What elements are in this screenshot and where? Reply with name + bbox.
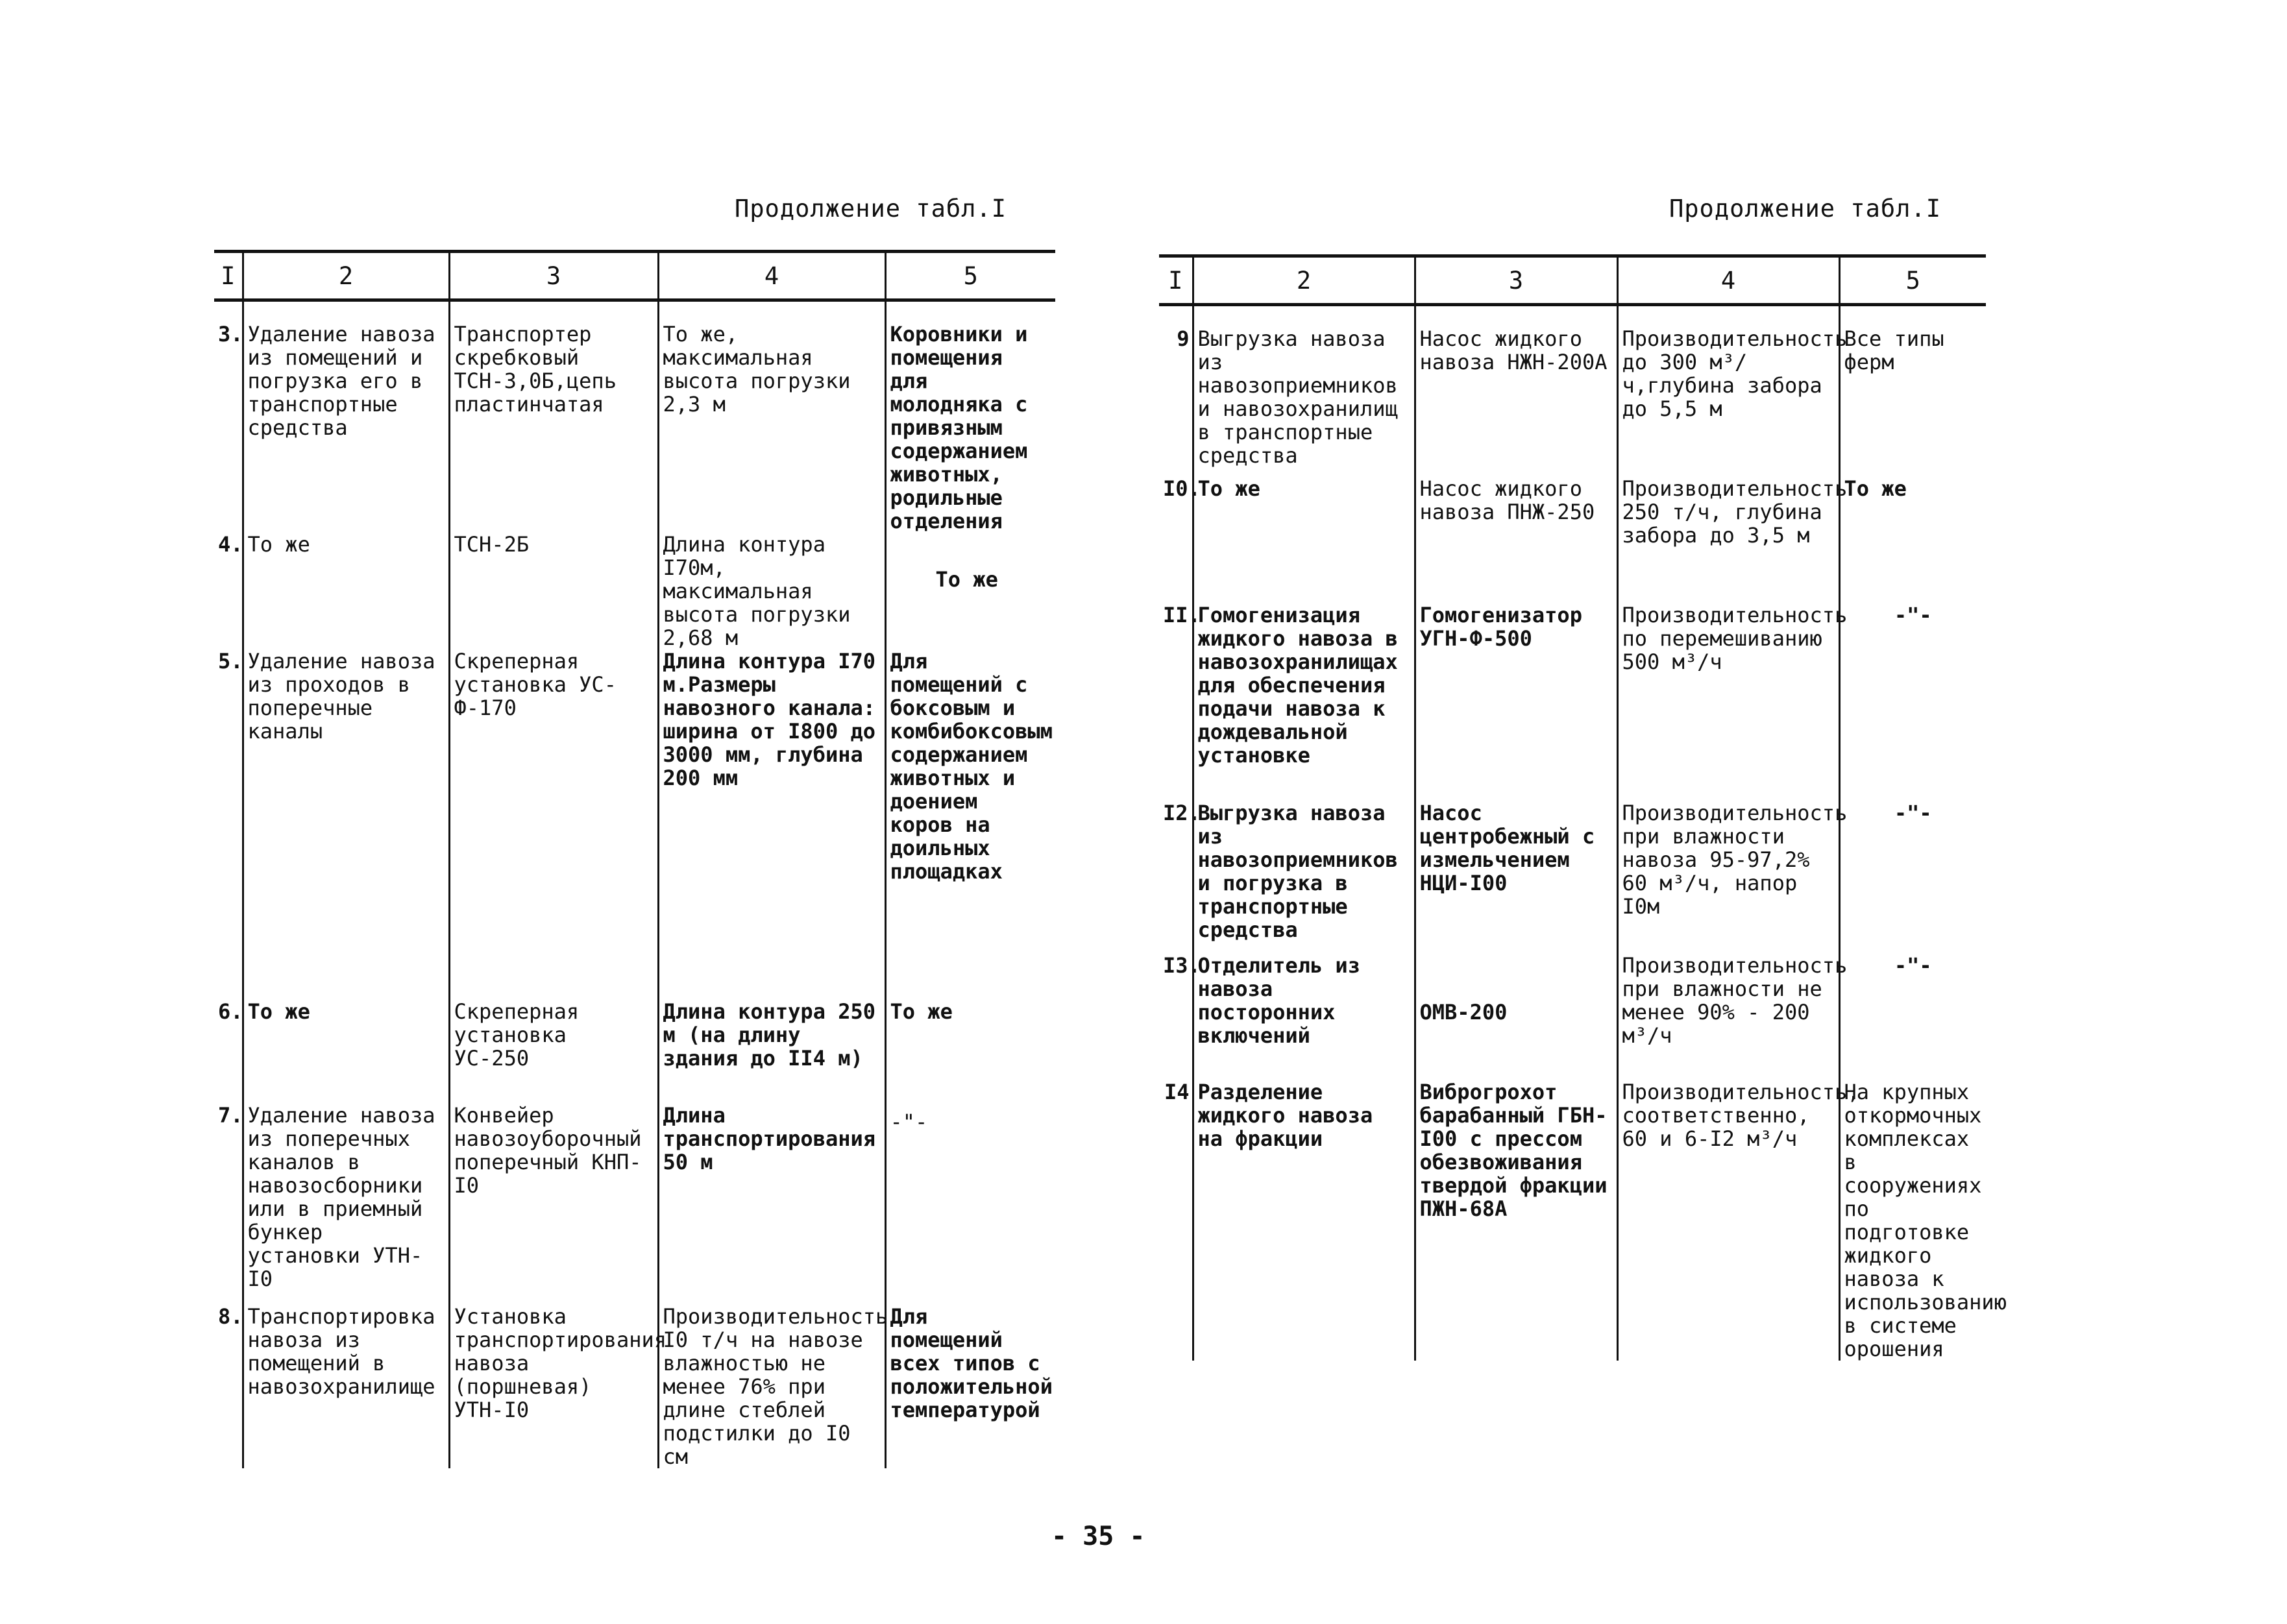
header-cell: I bbox=[1159, 256, 1193, 305]
equipment-cell: Установка транспортирования навоза (поршневая) УТН-I0 bbox=[449, 1305, 658, 1468]
operation-cell: То же bbox=[243, 1000, 449, 1104]
row-number: 3. bbox=[218, 322, 243, 346]
characteristics-cell: Длина контура 250 м (на длину здания до II4 м) bbox=[658, 1000, 885, 1104]
application-cell: Для помещений с боксовым и комбибоксовым содержанием животных и доением коров на доильных площадках bbox=[885, 649, 1055, 1000]
header-cell: 4 bbox=[1617, 256, 1839, 305]
row-number: I3. bbox=[1163, 952, 1201, 978]
table-right bbox=[1159, 254, 2007, 1361]
row-number: 9 bbox=[1177, 326, 1190, 351]
table-left-header-row bbox=[214, 252, 1055, 300]
caption-right: Продолжение табл.I bbox=[1669, 195, 1941, 223]
equipment-cell: Скреперная установка УС-Ф-170 bbox=[449, 649, 658, 1000]
application-cell: Коровники и помещения для молодняка с привязным содержанием животных, родильные отделения bbox=[885, 300, 1055, 533]
characteristics-cell: Производительность 250 т/ч, глубина забора до 3,5 м bbox=[1617, 477, 1839, 603]
characteristics-cell: Производительность I0 т/ч на навозе влажностью не менее 76% при длине стеблей подстилки до I0 см bbox=[658, 1305, 885, 1468]
table-row bbox=[214, 1104, 1055, 1305]
operation-cell: Гомогенизация жидкого навоза в навозохранилищах для обеспечения подачи навоза к дождевальной установке bbox=[1193, 603, 1415, 801]
characteristics-cell: Производительность до 300 м³/ч,глубина забора до 5,5 м bbox=[1617, 305, 1839, 477]
operation-cell: Удаление навоза из поперечных каналов в навозосборники или в приемный бункер установки УТН-I0 bbox=[243, 1104, 449, 1305]
characteristics-cell: Длина транспортирования 50 м bbox=[658, 1104, 885, 1305]
row-number: 5. bbox=[218, 649, 243, 673]
table-row bbox=[214, 300, 1055, 533]
operation-cell: То же bbox=[243, 533, 449, 649]
characteristics-cell: Длина контура I70м, максимальная высота погрузки 2,68 м bbox=[658, 533, 885, 649]
row-number: I4 bbox=[1164, 1079, 1190, 1104]
header-cell: 5 bbox=[1839, 256, 1986, 305]
application-cell: То же bbox=[1839, 477, 1986, 603]
equipment-cell: Скреперная установка УС-250 bbox=[449, 1000, 658, 1104]
table-row bbox=[1159, 954, 1986, 1080]
operation-cell: Транспортировка навоза из помещений в навозохранилище bbox=[243, 1305, 449, 1468]
operation-cell: Отделитель из навоза посторонних включений bbox=[1193, 954, 1415, 1080]
table-row bbox=[1159, 305, 1986, 477]
table-row bbox=[1159, 603, 1986, 801]
header-cell: 2 bbox=[243, 252, 449, 300]
application-cell: -"- bbox=[1839, 954, 1986, 1080]
operation-cell: Выгрузка навоза из навозоприемников и навозохранилищ в транспортные средства bbox=[1193, 305, 1415, 477]
table-right-header-row bbox=[1159, 256, 1986, 305]
page-number: - 35 - bbox=[1051, 1521, 1145, 1551]
characteristics-cell: Производительность при влажности не менее 90% - 200 м³/ч bbox=[1617, 954, 1839, 1080]
row-number: II. bbox=[1163, 602, 1201, 627]
application-cell: -"- bbox=[1839, 603, 1986, 801]
characteristics-cell: Производительность при влажности навоза 95-97,2% 60 м³/ч, напор I0м bbox=[1617, 801, 1839, 954]
header-cell: I bbox=[214, 252, 243, 300]
equipment-cell: Насос жидкого навоза НЖН-200А bbox=[1415, 305, 1617, 477]
application-cell: Все типы ферм bbox=[1839, 305, 1986, 477]
characteristics-cell: То же, максимальная высота погрузки 2,3 м bbox=[658, 300, 885, 533]
characteristics-cell: Производительность, соответственно, 60 и 6-I2 м³/ч bbox=[1617, 1080, 1839, 1361]
equipment-cell: Гомогенизатор УГН-Ф-500 bbox=[1415, 603, 1617, 801]
row-number: 6. bbox=[218, 999, 243, 1024]
equipment-cell: Конвейер навозоуборочный поперечный КНП-I0 bbox=[449, 1104, 658, 1305]
equipment-cell: Транспортер скребковый ТСН-3,0Б,цепь пластинчатая bbox=[449, 300, 658, 533]
characteristics-cell: Производительность по перемешиванию 500 м³/ч bbox=[1617, 603, 1839, 801]
table-row bbox=[1159, 801, 1986, 954]
row-number: I0. bbox=[1163, 476, 1201, 501]
application-cell: То же bbox=[885, 533, 1055, 649]
application-cell: -"- bbox=[1839, 801, 1986, 954]
equipment-cell: Насос центробежный с измельчением НЦИ-I00 bbox=[1415, 801, 1617, 954]
table-row bbox=[1159, 1080, 1986, 1361]
header-cell: 3 bbox=[449, 252, 658, 300]
operation-cell: Удаление навоза из помещений и погрузка его в транспортные средства bbox=[243, 300, 449, 533]
operation-cell: Разделение жидкого навоза на фракции bbox=[1193, 1080, 1415, 1361]
row-number: 7. bbox=[218, 1103, 243, 1128]
application-cell: На крупных откормочных комплексах в сооружениях по подготовке жидкого навоза к использованию в системе орошения bbox=[1839, 1080, 1986, 1361]
equipment-cell: Виброгрохот барабанный ГБН-I00 с прессом обезвоживания твердой фракции ПЖН-68А bbox=[1415, 1080, 1617, 1361]
application-cell: То же bbox=[885, 1000, 1055, 1104]
row-number: I2. bbox=[1163, 800, 1201, 825]
operation-cell: Удаление навоза из проходов в поперечные каналы bbox=[243, 649, 449, 1000]
header-cell: 3 bbox=[1415, 256, 1617, 305]
caption-left: Продолжение табл.I bbox=[735, 195, 1007, 223]
application-cell: Для помещений всех типов с положительной температурой bbox=[885, 1305, 1055, 1468]
table-row bbox=[214, 533, 1055, 649]
table-row bbox=[1159, 477, 1986, 603]
header-cell: 4 bbox=[658, 252, 885, 300]
header-cell: 5 bbox=[885, 252, 1055, 300]
header-cell: 2 bbox=[1193, 256, 1415, 305]
table-row bbox=[214, 1000, 1055, 1104]
table-row bbox=[214, 649, 1055, 1000]
row-number: 4. bbox=[218, 532, 243, 557]
table-row bbox=[214, 1305, 1055, 1468]
table-left bbox=[214, 250, 1055, 1468]
operation-cell: То же bbox=[1193, 477, 1415, 603]
characteristics-cell: Длина контура I70 м.Размеры навозного канала: ширина от I800 до 3000 мм, глубина 200 мм bbox=[658, 649, 885, 1000]
equipment-cell: ОМВ-200 bbox=[1415, 954, 1617, 1080]
application-cell: -"- bbox=[885, 1104, 1055, 1305]
row-number: 8. bbox=[218, 1304, 243, 1329]
operation-cell: Выгрузка навоза из навозоприемников и погрузка в транспортные средства bbox=[1193, 801, 1415, 954]
equipment-cell: ТСН-2Б bbox=[449, 533, 658, 649]
equipment-cell: Насос жидкого навоза ПНЖ-250 bbox=[1415, 477, 1617, 603]
